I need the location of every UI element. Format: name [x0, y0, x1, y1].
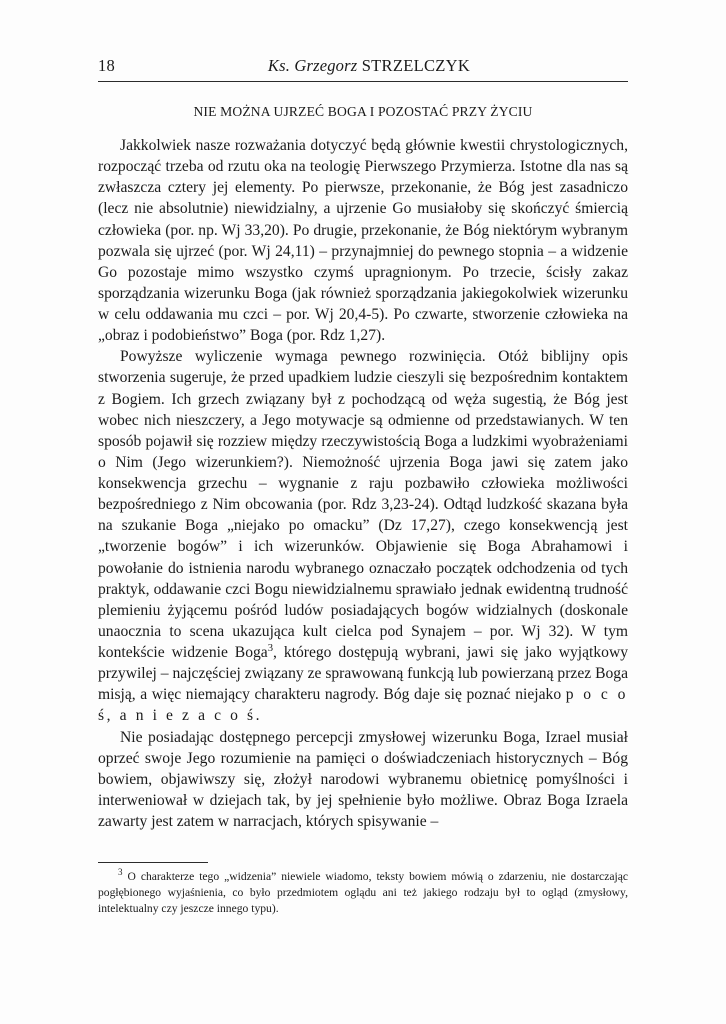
footnote-divider	[98, 862, 208, 863]
page-content	[98, 56, 628, 832]
section-title: NIE MOŻNA UJRZEĆ BOGA I POZOSTAĆ PRZY ŻYCIU	[193, 104, 533, 119]
paragraph-3: Nie posiadając dostępnego percepcji zmysłowej wizerunku Boga, Izrael musiał oprzeć swoje Jego rozumienie na pamięci o doświadczeniach historycznych – Bóg bowiem, objawiwszy się, złożył narodowi wybranemu obietnicę pomyślności i interweniował w dziejach tak, by jej spełnienie było możliwe. Obraz Boga Izraela zawarty jest zatem w narracjach, których spisywanie –	[98, 728, 628, 830]
header-divider	[98, 81, 628, 82]
paragraph-2	[98, 346, 628, 726]
running-head	[98, 56, 628, 76]
paragraph-2-period: .	[255, 707, 260, 725]
running-head-author-prefix: Ks. Grzegorz	[267, 56, 362, 75]
emphasis-connector: , a n i e	[106, 707, 183, 725]
emphasis-po-cos: p o c o ś	[98, 686, 628, 725]
body-text	[98, 135, 628, 832]
paragraph-2-main: Powyższe wyliczenie wymaga pewnego rozwinięcia. Otóż biblijny opis stworzenia sugeruje, że przed upadkiem ludzie cieszyli się bezpośrednim kontaktem z Bogiem. Ich grzech związany był z pochodzącą od węża sugestią, że Bóg jest wobec nich nieszczery, a Jego motywacje są odmienne od przedstawianych. W ten sposób pojawił się rozziew między rzeczywistością Boga a ludzkimi wyobrażeniami o Nim (Jego wizerunkiem?). Niemożność ujrzenia Boga jawi się zatem jako konsekwencja grzechu – wygnanie z raju pozbawiło człowieka możliwości bezpośredniego z Nim obcowania (por. Rdz 3,23-24). Odtąd ludzkość skazana była na szukanie Boga „niejako po omacku” (Dz 17,27), czego konsekwencją jest „tworzenie bogów” i ich wizerunków. Objawienie się Boga Abrahamowi i powołanie do istnienia narodu wybranego oznaczało początek odchodzenia od tych praktyk, oddawanie czci Bogu niewidzialnemu sprawiało jednak ewidentną trudność plemieniu żyjącemu pośród ludów posiadających bogów widzialnych (doskonale unaocznia to scena ukazująca kult cielca pod Synajem – por. Wj 32). W tym kontekście widzenie Boga	[98, 348, 628, 661]
footnote-number: 3	[118, 867, 123, 878]
paragraph-1: Jakkolwiek nasze rozważania dotyczyć będą głównie kwestii chrystologicznych, rozpocząć trzeba od rzutu oka na teologię Pierwszego Przymierza. Istotne dla nas są zwłaszcza cztery jej elementy. Po pierwsze, przekonanie, że Bóg jest zasadniczo (lecz nie absolutnie) niewidzialny, a ujrzenie Go musiałoby się skończyć śmiercią człowieka (por. np. Wj 33,20). Po drugie, przekonanie, że Bóg niektórym wybranym pozwala się ujrzeć (por. Wj 24,11) – przynajmniej do pewnego stopnia – a widzenie Go pozostaje mimo wszystko czymś upragnionym. Po trzecie, ścisły zakaz sporządzania wizerunku Boga (jak również sporządzania jakiegokolwiek wizerunku w celu oddawania mu czci – por. Wj 20,4-5). Po czwarte, stworzenie człowieka na „obraz i podobieństwo” Boga (por. Rdz 1,27).	[98, 137, 628, 345]
footnote-area	[98, 862, 628, 917]
footnote-1	[98, 869, 628, 917]
footnote-reference[interactable]: 3	[267, 642, 274, 654]
emphasis-za-cos: z a c o ś	[182, 707, 256, 725]
paragraph-2-tail: , którego dostępują wybrani, jawi się jako wyjątkowy przywilej – najczęściej związany ze sprawowaną funkcją lub powierzaną przez Boga misją, a więc niemający charakteru nagrody. Bóg daje się poznać niejako	[98, 644, 628, 704]
page-number: 18	[98, 56, 115, 75]
running-head-author-surname: STRZELCZYK	[361, 56, 471, 75]
footnote-body: O charakterze tego „widzenia” niewiele wiadomo, teksty bowiem mówią o zdarzeniu, nie dostarczając pogłębionego wyjaśnienia, co było przedmiotem oglądu ani też jakiego rodzaju był to ogląd (zmysłowy, intelektualny czy jeszcze innego typu).	[98, 870, 628, 915]
running-head-title	[158, 56, 628, 76]
